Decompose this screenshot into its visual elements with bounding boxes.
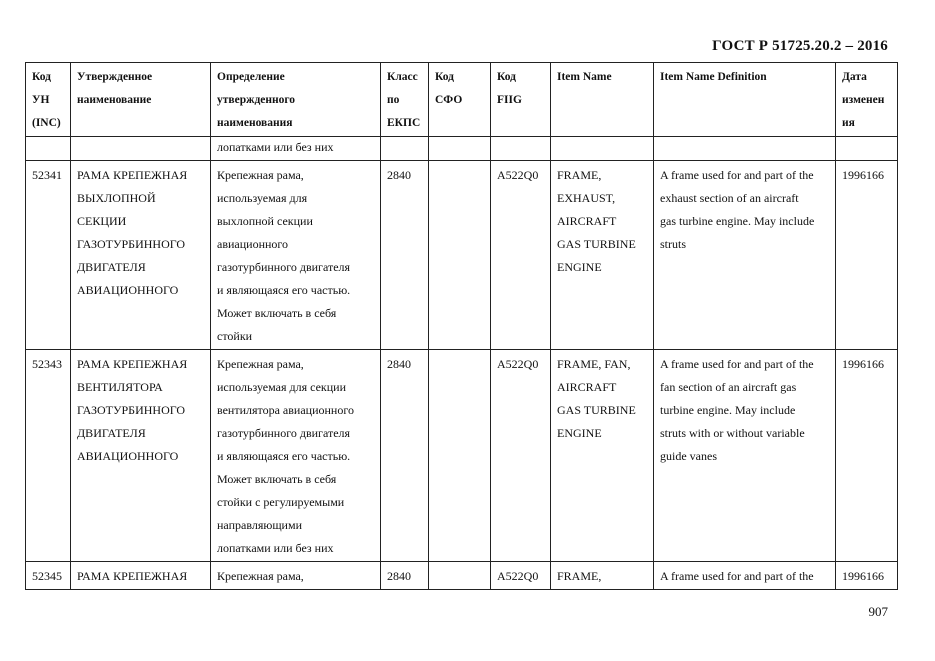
text-line: авиационного <box>217 237 289 251</box>
cell-sfo <box>429 562 491 590</box>
text-line: Утвержденное <box>77 71 153 83</box>
col-header-approved-name <box>71 63 211 137</box>
cell-class: 2840 <box>381 562 429 590</box>
text-line: A frame used for and part of the <box>660 569 814 583</box>
text-line: struts with or without variable <box>660 426 805 440</box>
cell-item-definition <box>654 161 836 350</box>
text-line: guide vanes <box>660 449 717 463</box>
text-line: Код <box>32 71 52 83</box>
cell-fiig: A522Q0 <box>491 161 551 350</box>
text-line: стойки с регулируемыми <box>217 495 345 509</box>
table-row <box>26 350 898 562</box>
text-line: Item Name <box>557 71 612 83</box>
cell-definition <box>211 161 381 350</box>
text-line: A frame used for and part of the <box>660 168 814 182</box>
cell-item-name <box>551 161 654 350</box>
text-line: AIRCRAFT <box>557 214 617 228</box>
text-line: ГАЗОТУРБИННОГО <box>77 237 186 251</box>
text-line: FRAME, <box>557 569 602 583</box>
table-row <box>26 562 898 590</box>
cell-class: 2840 <box>381 161 429 350</box>
text-line: и являющаяся его частью. <box>217 449 351 463</box>
text-line: ENGINE <box>557 260 602 274</box>
text-line: Крепежная рама, <box>217 357 304 371</box>
col-header-code <box>26 63 71 137</box>
text-line: РАМА КРЕПЕЖНАЯ <box>77 168 188 182</box>
col-header-class <box>381 63 429 137</box>
text-line: fan section of an aircraft gas <box>660 380 797 394</box>
text-line: ДВИГАТЕЛЯ <box>77 426 146 440</box>
col-header-definition <box>211 63 381 137</box>
cell-code: 52341 <box>26 161 71 350</box>
catalog-table <box>25 62 898 590</box>
text-line: газотурбинного двигателя <box>217 426 351 440</box>
cell-date: 1996166 <box>836 562 898 590</box>
text-line: Item Name Definition <box>660 71 767 83</box>
text-line: Может включать в себя <box>217 306 337 320</box>
text-line: выхлопной секции <box>217 214 313 228</box>
text-line: FIIG <box>497 94 522 106</box>
text-line: ENGINE <box>557 426 602 440</box>
text-line: ДВИГАТЕЛЯ <box>77 260 146 274</box>
text-line: стойки <box>217 329 253 343</box>
cell-name <box>71 161 211 350</box>
table-header-row <box>26 63 898 137</box>
text-line: gas turbine engine. May include <box>660 214 815 228</box>
text-line: используемая для <box>217 191 308 205</box>
text-line: ВЕНТИЛЯТОРА <box>77 380 163 394</box>
text-line: УН <box>32 94 50 106</box>
text-line: FRAME, <box>557 168 602 182</box>
cell-fiig: A522Q0 <box>491 350 551 562</box>
cell-fiig: A522Q0 <box>491 562 551 590</box>
text-line: GAS TURBINE <box>557 403 636 417</box>
text-line: Может включать в себя <box>217 472 337 486</box>
cell-definition <box>211 350 381 562</box>
cell-definition <box>211 562 381 590</box>
cell-code: 52345 <box>26 562 71 590</box>
text-line: Крепежная рама, <box>217 569 304 583</box>
text-line: Код <box>497 71 517 83</box>
text-line: Дата <box>842 71 867 83</box>
text-line: Крепежная рама, <box>217 168 304 182</box>
text-line: вентилятора авиационного <box>217 403 354 417</box>
text-line: изменен <box>842 94 885 106</box>
cell-item-definition <box>654 562 836 590</box>
text-line: СФО <box>435 94 463 106</box>
text-line: GAS TURBINE <box>557 237 636 251</box>
text-line: turbine engine. May include <box>660 403 796 417</box>
text-line: газотурбинного двигателя <box>217 260 351 274</box>
col-header-fiig <box>491 63 551 137</box>
text-line: наименование <box>77 94 152 106</box>
cell-name <box>71 350 211 562</box>
table-row <box>26 161 898 350</box>
text-line: лопатками или без них <box>217 140 334 154</box>
text-line: утвержденного <box>217 94 296 106</box>
cell-sfo <box>429 350 491 562</box>
text-line: ВЫХЛОПНОЙ <box>77 191 156 205</box>
cell-date: 1996166 <box>836 350 898 562</box>
page-number: 907 <box>868 604 888 619</box>
cell-code: 52343 <box>26 350 71 562</box>
document-header: ГОСТ Р 51725.20.2 – 2016 <box>712 38 888 54</box>
text-line: A frame used for and part of the <box>660 357 814 371</box>
cell-name <box>71 562 211 590</box>
cell-item-definition <box>654 350 836 562</box>
text-line: ия <box>842 117 855 129</box>
text-line: СЕКЦИИ <box>77 214 127 228</box>
col-header-date <box>836 63 898 137</box>
text-line: FRAME, FAN, <box>557 357 631 371</box>
col-header-item-name <box>551 63 654 137</box>
text-line: АВИАЦИОННОГО <box>77 283 179 297</box>
cell-item-name <box>551 350 654 562</box>
col-header-item-definition <box>654 63 836 137</box>
text-line: ГАЗОТУРБИННОГО <box>77 403 186 417</box>
cell-class: 2840 <box>381 350 429 562</box>
text-line: Класс <box>387 71 418 83</box>
text-line: Определение <box>217 71 285 83</box>
text-line: EXHAUST, <box>557 191 616 205</box>
text-line: РАМА КРЕПЕЖНАЯ <box>77 357 188 371</box>
text-line: AIRCRAFT <box>557 380 617 394</box>
continuation-row <box>26 137 898 161</box>
text-line: ЕКПС <box>387 117 421 129</box>
text-line: (INC) <box>32 117 61 129</box>
text-line: направляющими <box>217 518 302 532</box>
text-line: struts <box>660 237 687 251</box>
text-line: используемая для секции <box>217 380 346 394</box>
text-line: лопатками или без них <box>217 541 334 555</box>
cell-item-name <box>551 562 654 590</box>
text-line: и являющаяся его частью. <box>217 283 351 297</box>
text-line: exhaust section of an aircraft <box>660 191 799 205</box>
text-line: Код <box>435 71 455 83</box>
text-line: наименования <box>217 117 293 129</box>
text-line: РАМА КРЕПЕЖНАЯ <box>77 569 188 583</box>
cell-sfo <box>429 161 491 350</box>
col-header-sfo <box>429 63 491 137</box>
text-line: по <box>387 94 400 106</box>
continuation-text <box>211 137 381 161</box>
text-line: АВИАЦИОННОГО <box>77 449 179 463</box>
cell-date: 1996166 <box>836 161 898 350</box>
